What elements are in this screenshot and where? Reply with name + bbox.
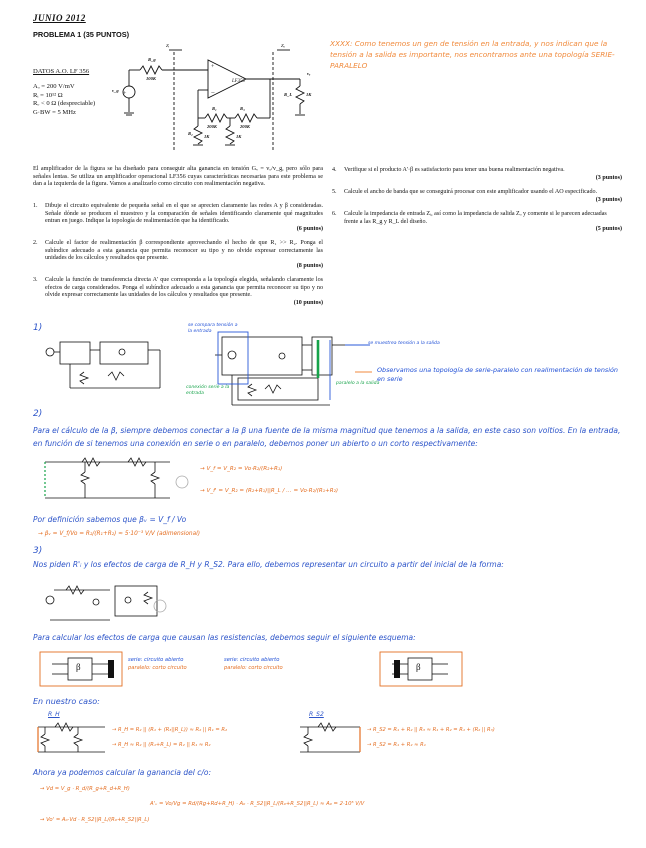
question [332, 189, 622, 204]
label-r2-value: 1K [204, 134, 210, 139]
datasheet-item: Rᵢ = 10¹² Ω [33, 91, 63, 99]
label-r4-value: 200K [240, 124, 250, 129]
rh-eq2: → R_H ≈ R₂ || (R₁+R_L) = R₂ || R₁ ≈ R₂ [112, 742, 211, 748]
question [33, 240, 323, 270]
label-r3: R₃ [240, 106, 245, 111]
label-zi: Zᵢ [166, 43, 170, 48]
legend-middle [224, 656, 283, 672]
s2-result: → βᵥ = V_f/Vo = R₂/(R₁+R₂) ≈ 5·10⁻³ V/V (adimensional) [38, 531, 200, 537]
label-vo: vₒ [307, 71, 311, 76]
question-number: 6. [332, 211, 337, 217]
opamp-label: LF356 [232, 79, 245, 84]
question-points: (10 puntos) [293, 299, 323, 306]
exam-date: JUNIO 2012 [33, 13, 86, 23]
s2-eq2: → V_f' = V_R₂ = (R₂+R₁)||R_L / … = Vo·R₂/(R₁+R₂) [200, 488, 339, 494]
section-2-number: 2) [33, 409, 43, 419]
note-series-input: conexión serie a la entrada [186, 385, 230, 396]
opamp-minus: − [211, 89, 215, 97]
rh-heading: R_H [48, 711, 60, 718]
legend-left [128, 656, 187, 672]
beta-box-right: β [416, 662, 421, 672]
label-r1-value: 200K [207, 124, 217, 129]
source-symbol: + [123, 91, 127, 97]
rh-eq1: → R_H = R₂ || (R₁ + (R₃||R_L)) ≈ R₂ || R₁ = R₂ [112, 727, 228, 733]
legend-item: serie: circuito abierto [128, 657, 184, 663]
question [332, 211, 622, 234]
loading-effects-text: Para calcular los efectos de carga que causan las resistencias, debemos seguir el siguiente esquema: [33, 633, 416, 642]
s3-text: Nos piden R'ᵢ y los efectos de carga de R_H y R_S2. Para ello, debemos representar un circuito a partir del inicial de la forma: [33, 560, 504, 569]
datasheet-title: DATOS A.O. LF 356 [33, 68, 90, 75]
question-points: (6 puntos) [296, 225, 323, 232]
question-text: Calcule la impedancia de entrada Zᵢ, así como la impedancia de salida Zₒ y comente si le parecen adecuadas frente a las R_g y R_L del diseño. [344, 211, 607, 225]
label-r2: R₂ [188, 131, 193, 136]
question-number: 5. [332, 189, 337, 195]
datasheet-item: Aₒ = 200 V/mV [33, 83, 75, 91]
question-points: (3 puntos) [595, 196, 622, 203]
legend-item: paralelo: corto circuito [128, 665, 187, 671]
label-rl: R_L [284, 92, 293, 97]
question-points: (5 puntos) [595, 226, 622, 232]
s2-text: Para el cálculo de la β, siempre debemos conectar a la β una fuente de la misma magnitud que tenemos a la salida, en este caso son voltios. En la entrada, en función de si tenemos una conexión en serie o en paralelo, debemos poner un abierto o un corto respectivamente: [33, 426, 621, 448]
our-case-heading: En nuestro caso: [33, 697, 100, 706]
opamp-plus: + [211, 64, 215, 70]
s1-conclusion: Observamos una topología de serie-paralelo con realimentación de tensión en serie [377, 366, 618, 383]
label-r1: R₁ [212, 106, 217, 111]
question-number: 2. [33, 240, 38, 246]
note-compare-input: se compara tensión a la entrada [188, 323, 238, 334]
intro-paragraph: El amplificador de la figura se ha diseñado para conseguir alta ganancia en tensión Gᵥ = vₒ/v_g, pero sólo para señales lentas. Se utiliza un amplificador operacional LF356 cuyas características necesarias para este problema se dan a la izquierda de la figura. Vamos a analizarlo como circuito con realimentación negativa. [33, 165, 323, 188]
section-1-number: 1) [33, 323, 43, 333]
topology-note: XXXX: Como tenemos un gen de tensión en la entrada, y nos indican que la tensión a la salida es importante, nos encontramos ante una topología SERIE-PARALELO [330, 39, 615, 70]
question-text: Calcule la función de transferencia directa A' que corresponda a la topología elegida, señalando claramente los efectos de carga considerados. Ponga el subíndice adecuado a esta ganancia que permita reconocer su tipo y no olvide expresar correctamente las unidades de los cálculos y resultados que presente. [45, 277, 323, 298]
rs-heading: R_S2 [309, 711, 324, 718]
question [33, 203, 323, 233]
label-rl-value: 1K [306, 92, 312, 97]
datasheet [33, 68, 123, 117]
question-number: 1. [33, 203, 38, 209]
question-points: (8 puntos) [296, 262, 323, 269]
question-number: 3. [33, 277, 38, 283]
rs-eq1: → R_S2 = R₁ + R₂ || R₃ ≈ R₁ + R₂ = R₁ + (R₂ || R₃) [367, 727, 495, 733]
questions-left [33, 203, 323, 307]
question-text: Calcule el factor de realimentación β correspondiente aprovechando el hecho de que R₁ >> R₂. Ponga el subíndice adecuado a esta ganancia que permita reconocer su tipo y no olvide expresar correctamente las unidades de los cálculos y resultados que presente. [45, 240, 323, 261]
question-text: Dibuje el circuito equivalente de pequeña señal en el que se aprecien claramente las redes A y β consideradas. Señale dónde se producen el muestreo y la comparación de señales identificando claramente qué magnitudes entran en juego. Indique la topología de realimentación que ha identificado. [45, 203, 323, 224]
s2-definition: Por definición sabemos que βᵥ = V_f / Vo [33, 515, 187, 524]
note-parallel-output: paralelo a la salida [336, 381, 380, 386]
gain-eq3: → Vo' = A₀·Vd · R_S2||R_L/(R₀+R_S2||R_L) [40, 817, 150, 823]
questions-right [332, 167, 622, 234]
question-text: Verifique si el producto A'·β es satisfactorio para tener una buena realimentación negativa. [344, 167, 565, 173]
gain-eq1: → Vd = V_g · R_d/(R_g+R_d+R_H) [40, 786, 130, 792]
note-sample-output: se muestrea tensión a la salida [368, 341, 440, 346]
problem-title: PROBLEMA 1 (35 PUNTOS) [33, 30, 130, 39]
question [332, 167, 622, 182]
question-points: (3 puntos) [595, 174, 622, 181]
label-zo: Zₒ [281, 43, 285, 48]
datasheet-item: Rₒ < 0 Ω (despreciable) [33, 100, 96, 108]
question-text: Calcule el ancho de banda que se conseguirá procesar con este amplificador usando el AO especificado. [344, 189, 598, 195]
datasheet-item: G·BW = 5 MHz [33, 108, 76, 116]
label-r3-value: 1K [236, 134, 242, 139]
beta-box-left: β [76, 662, 81, 672]
s2-eq1: → V_f = V_R₂ = Vo·R₂/(R₂+R₁) [200, 466, 283, 472]
gain-eq2: A'ᵥ = Vo/Vg = Rd/(Rg+Rd+R_H) · A₀ · R_S2||R_L/(R₀+R_S2||R_L) ≈ A₀ = 2·10⁵ V/V [150, 801, 365, 807]
gain-heading: Ahora ya podemos calcular la ganancia del c/o: [33, 768, 212, 777]
section-3-number: 3) [33, 546, 43, 556]
legend-item: serie: circuito abierto [224, 657, 280, 663]
label-rg: R_g [148, 57, 156, 62]
question [33, 277, 323, 307]
label-vg: v_g [112, 88, 119, 93]
question-number: 4. [332, 167, 337, 173]
label-rg-value: 100K [146, 76, 156, 81]
legend-item: paralelo: corto circuito [224, 665, 283, 671]
rs-eq2: → R_S2 = R₁ + R₂ ≈ R₁ [367, 742, 426, 748]
